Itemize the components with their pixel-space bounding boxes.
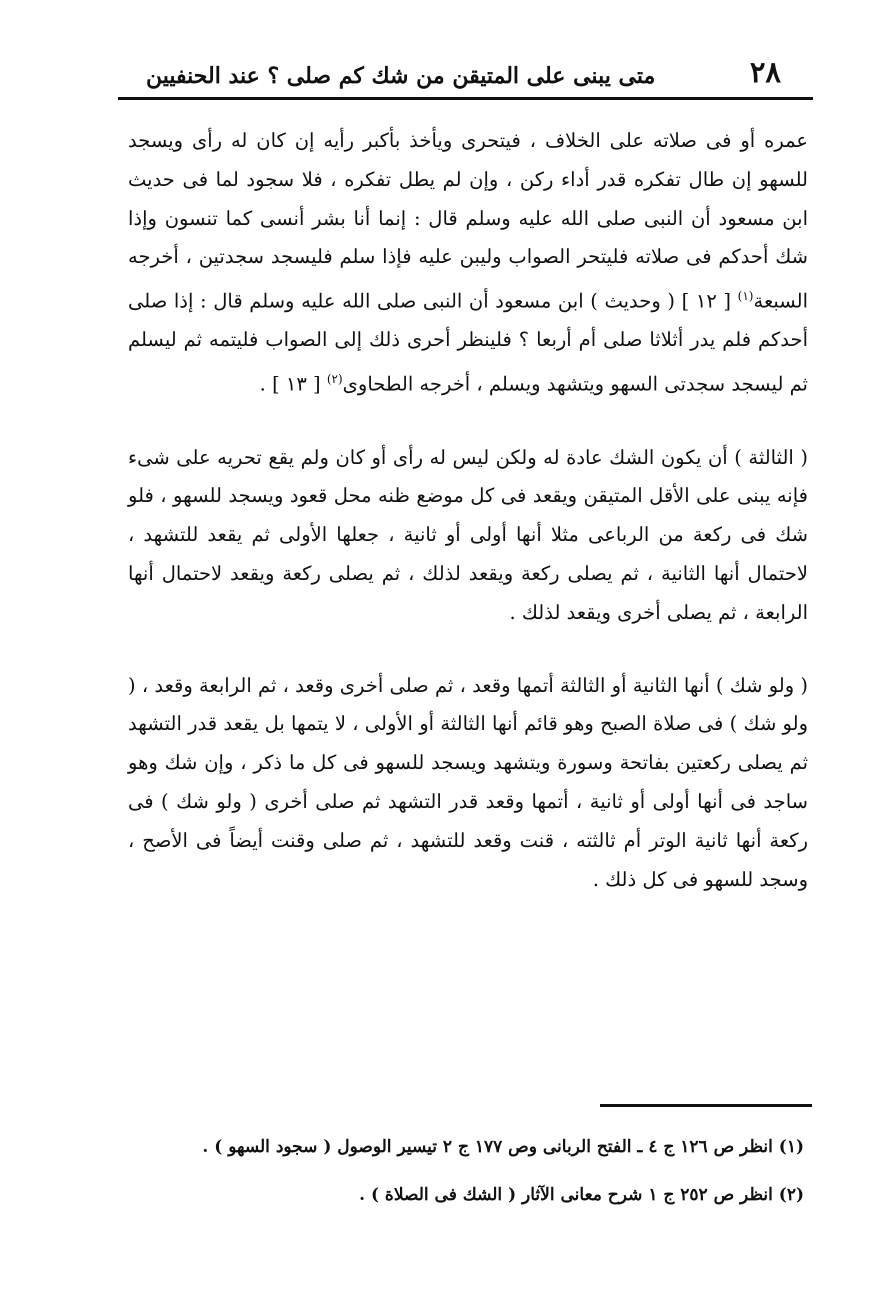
- paragraph-1-end: .: [259, 372, 266, 396]
- page-number: ٢٨: [749, 55, 781, 89]
- footnote-marker-2: (٢): [326, 372, 343, 387]
- hadith-reference-13: [ ١٣ ]: [272, 372, 321, 396]
- footnote-1: (١) انظر ص ١٢٦ ج ٤ ـ الفتح الربانى وص ١٧٧ ج ٢ تيسير الوصول ( سجود السهو ) .: [202, 1137, 804, 1157]
- running-title: متى يبنى على المتيقن من شك كم صلى ؟ عند الحنفيين: [146, 63, 656, 89]
- footnote-marker-1: (١): [737, 289, 754, 304]
- paragraph-1-text-a: عمره أو فى صلاته على الخلاف ، فيتحرى ويأخذ بأكبر رأيه إن كان له رأى ويسجد للسهو إن طال تفكره قدر أداء ركن ، وإن لم يطل تفكره ، فلا سجود لما فى حديث ابن مسعود أن النبى صلى الله عليه وسلم قال : إنما أنا بشر أنسى كما تنسون وإذا شك أحدكم فى صلاته فليتحر الصواب وليبن عليه فإذا سلم فليسجد سجدتين ، أخرجه السبعة: [128, 129, 808, 313]
- footnote-divider: [600, 1104, 812, 1107]
- body-text: [128, 122, 808, 899]
- hadith-reference-12: [ ١٢ ]: [681, 289, 732, 313]
- paragraph-1: [128, 122, 808, 405]
- footnotes: [136, 1130, 804, 1212]
- paragraph-3: ( ولو شك ) أنها الثانية أو الثالثة أتمها وقعد ، ثم صلى أخرى وقعد ، ثم الرابعة وقعد ، ( ولو شك ) فى صلاة الصبح وهو قائم أنها الثالثة أو الأولى ، لا يتمها بل يقعد قدر التشهد ثم يصلى ركعتين بفاتحة وسورة ويتشهد ويسجد للسهو فى كل ما ذكر ، وإن شك وهو ساجد فى أنها أولى أو ثانية ، أتمها وقعد قدر التشهد ثم صلى أخرى ( ولو شك ) فى ركعة أنها ثانية الوتر أم ثالثته ، قنت وقعد للتشهد ، ثم صلى وقنت أيضاً فى الأصح ، وسجد للسهو فى كل ذلك .: [128, 673, 808, 891]
- page-header: [118, 52, 813, 100]
- paragraph-1-text-b: ( وحديث ) ابن مسعود أن النبى صلى الله عليه وسلم قال : إذا صلى أحدكم فلم يدر أثلاثا صلى أم أربعا ؟ فلينظر أحرى ذلك إلى الصواب فليتمه ثم ليسلم ثم ليسجد سجدتى السهو ويتشهد ويسلم ، أخرجه الطحاوى: [128, 289, 808, 396]
- footnote-2: (٢) انظر ص ٢٥٢ ج ١ شرح معانى الآثار ( الشك فى الصلاة ) .: [359, 1185, 804, 1205]
- paragraph-2: ( الثالثة ) أن يكون الشك عادة له ولكن ليس له رأى أو كان ولم يقع تحريه على شىء فإنه يبنى على الأقل المتيقن ويقعد فى كل موضع ظنه محل قعود ويسجد للسهو ، فلو شك فى ركعة من الرباعى مثلا أنها أولى أو ثانية ، جعلها الأولى ثم يقعد للتشهد ، لاحتمال أنها الثانية ، ثم يصلى ركعة ويقعد لذلك ، ثم يصلى ركعة ويقعد لاحتمال أنها الرابعة ، ثم يصلى أخرى ويقعد لذلك .: [128, 445, 808, 624]
